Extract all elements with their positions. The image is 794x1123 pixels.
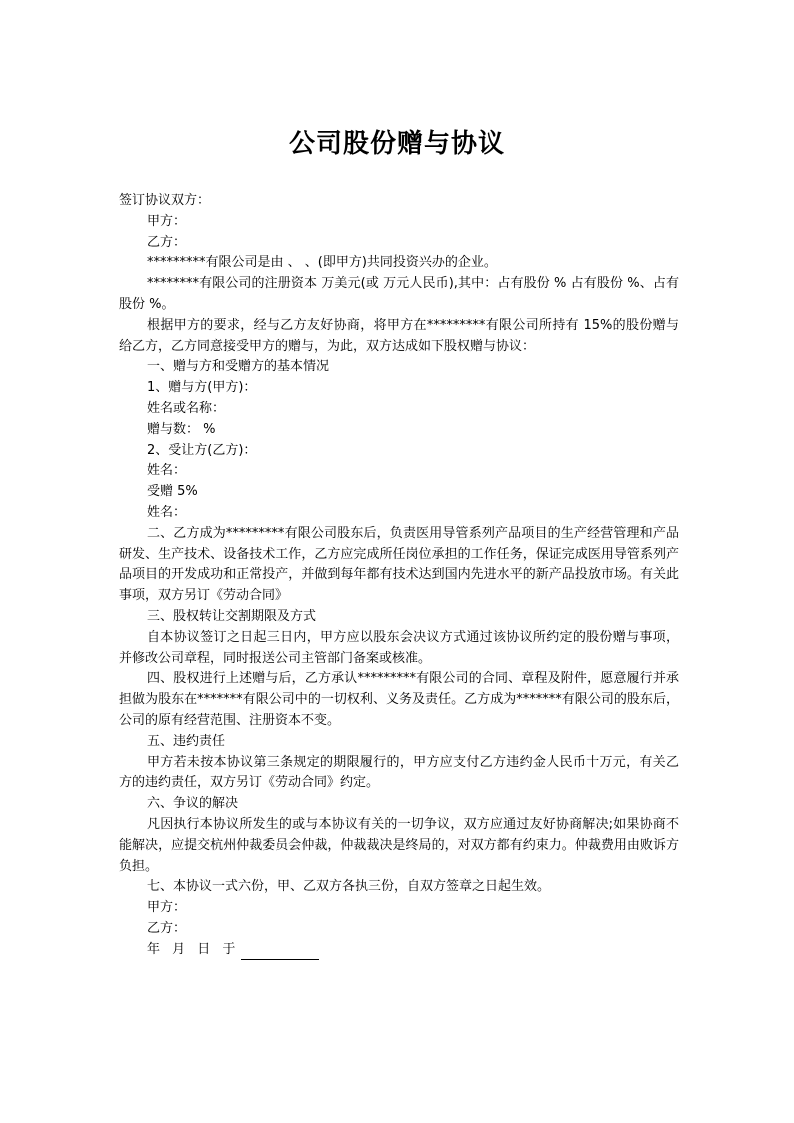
section-heading-3: 三、股权转让交割期限及方式 (147, 608, 317, 624)
paragraph-recipient-name: 姓名： (147, 463, 187, 479)
paragraph-preamble: 根据甲方的要求，经与乙方友好协商，将甲方在*********有限公司所持有 15%的股份赠与给乙方，乙方同意接受甲方的赠与，为此，双方达成如下股权赠与协议： (119, 317, 679, 354)
paragraph-donation-amount: 赠与数： % (147, 421, 216, 437)
section-4-body: 四、股权进行上述赠与后，乙方承认*********有限公司的合同、章程及附件，愿意履行并承担做为股东在*******有限公司中的一切权利、义务及责任。乙方成为*******有限公司的股东后，公司的原有经营范围、注册资本不变。 (119, 671, 679, 728)
signature-party-b: 乙方： (147, 920, 187, 936)
document-title: 公司股份赠与协议 (288, 129, 505, 159)
section-heading-1: 一、赠与方和受赠方的基本情况 (147, 359, 330, 375)
signing-place-blank (241, 945, 319, 960)
section-heading-6: 六、争议的解决 (147, 796, 239, 812)
signature-party-a: 甲方： (147, 900, 187, 916)
paragraph-parties-heading: 签订协议双方： (119, 193, 211, 208)
paragraph-registered-capital: ********有限公司的注册资本 万美元(或 万元人民币),其中：占有股份 % 占有股份 %、占有股份 %。 (119, 276, 679, 312)
section-3-body: 自本协议签订之日起三日内，甲方应以股东会决议方式通过该协议所约定的股份赠与事项，并修改公司章程，同时报送公司主管部门备案或核准。 (119, 629, 679, 666)
section-6-body: 凡因执行本协议所发生的或与本协议有关的一切争议，双方应通过友好协商解决;如果协商不能解决，应提交杭州仲裁委员会仲裁，仲裁裁决是终局的，对双方都有约束力。仲裁费用由败诉方负担。 (119, 816, 679, 874)
section-7-body: 七、本协议一式六份，甲、乙双方各执三份，自双方签章之日起生效。 (147, 879, 551, 895)
paragraph-party-a: 甲方： (147, 213, 187, 229)
paragraph-recipient-share: 受赠 5% (147, 484, 198, 500)
paragraph-donor-heading: 1、赠与方(甲方)： (147, 380, 257, 396)
date-place-label: 年 月 日 于 (147, 941, 240, 957)
paragraph-recipient-name-2: 姓名： (147, 504, 187, 520)
document-body (119, 191, 679, 960)
section-heading-5: 五、违约责任 (147, 733, 226, 749)
paragraph-company-founders: *********有限公司是由 、 、(即甲方)共同投资兴办的企业。 (147, 255, 497, 271)
paragraph-party-b: 乙方： (147, 234, 187, 250)
section-5-body: 甲方若未按本协议第三条规定的期限履行的，甲方应支付乙方违约金人民币十万元，有关乙方的违约责任，双方另订《劳动合同》约定。 (119, 754, 679, 791)
paragraph-recipient-heading: 2、受让方(乙方)： (147, 442, 257, 458)
section-2-duties: 二、乙方成为*********有限公司股东后，负责医用导管系列产品项目的生产经营管理和产品研发、生产技术、设备技术工作，乙方应完成所任岗位承担的工作任务，保证完成医用导管系列产品项目的开发成功和正常投产，并做到每年都有技术达到国内先进水平的新产品投放市场。有关此事项，双方另订《劳动合同》 (119, 525, 679, 604)
paragraph-donor-name: 姓名或名称： (147, 400, 226, 416)
date-place-line (119, 940, 679, 961)
